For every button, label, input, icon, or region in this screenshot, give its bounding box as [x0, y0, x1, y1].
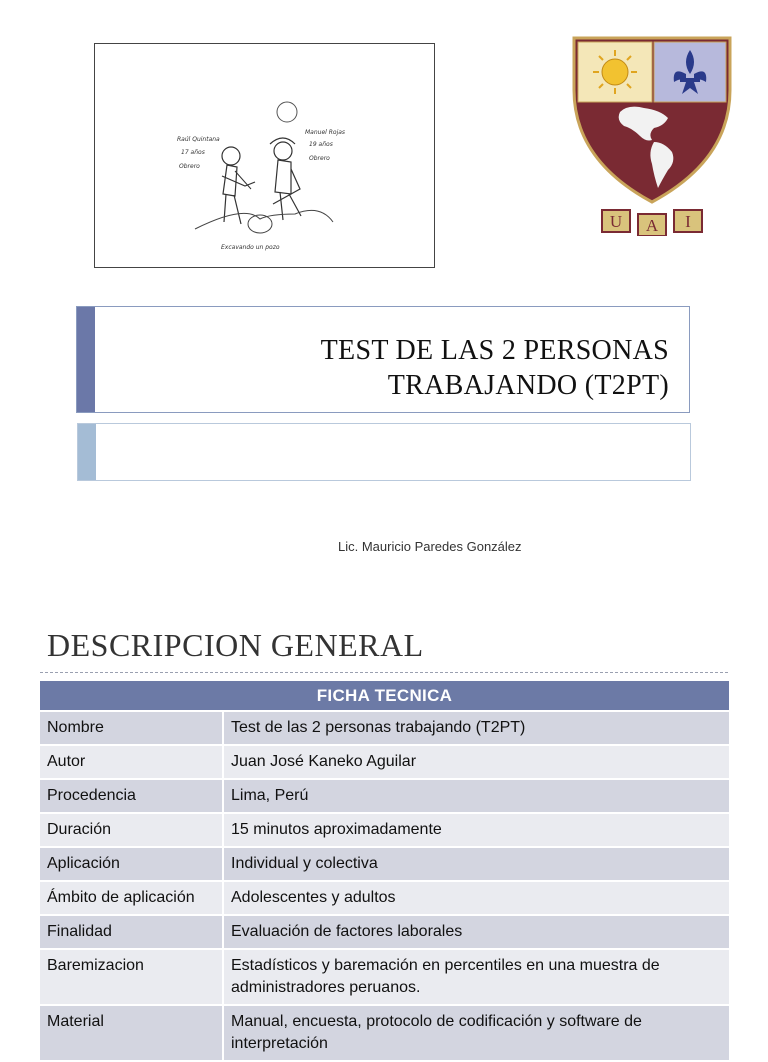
row-label: Aplicación: [40, 848, 224, 880]
title-line-2: TRABAJANDO (T2PT): [387, 370, 669, 401]
row-value: 15 minutos aproximadamente: [224, 814, 729, 846]
crest-letter-u: U: [609, 212, 623, 231]
table-row: [40, 916, 729, 948]
row-label: Autor: [40, 746, 224, 778]
left-caption-line2: 17 años: [181, 149, 205, 156]
row-label: Nombre: [40, 712, 224, 744]
crest-letter-a: A: [645, 216, 659, 235]
table-row: [40, 780, 729, 812]
row-label: Ámbito de aplicación: [40, 882, 224, 914]
title-line-1: TEST DE LAS 2 PERSONAS: [320, 335, 669, 366]
row-label: Baremizacion: [40, 950, 224, 1004]
table-row: [40, 814, 729, 846]
table-row: [40, 1006, 729, 1060]
right-caption-line2: 19 años: [309, 141, 333, 148]
title-accent-bar: [77, 307, 95, 412]
right-caption-line3: Obrero: [309, 155, 330, 162]
row-value: Evaluación de factores laborales: [224, 916, 729, 948]
subtitle-box: [77, 423, 691, 481]
row-value: Estadísticos y baremación en percentiles en una muestra de administradores peruanos.: [224, 950, 729, 1004]
row-label: Duración: [40, 814, 224, 846]
uai-banner: [602, 210, 702, 236]
description-slide: [0, 600, 768, 1052]
crest-letter-i: I: [685, 212, 691, 231]
section-heading: DESCRIPCION GENERAL: [47, 627, 424, 663]
table-row: [40, 882, 729, 914]
drawing-image: [94, 43, 435, 268]
table-row: [40, 950, 729, 1004]
row-value: Lima, Perú: [224, 780, 729, 812]
title-box: [76, 306, 690, 413]
right-caption-line1: Manuel Rojas: [305, 129, 346, 136]
table-row: [40, 746, 729, 778]
slide-title: [321, 333, 669, 403]
row-value: Test de las 2 personas trabajando (T2PT): [224, 712, 729, 744]
ficha-tecnica-table: [40, 679, 729, 1062]
two-workers-sketch: [95, 44, 434, 267]
left-caption-line1: Raúl Quintana: [177, 136, 220, 143]
author-name: Lic. Mauricio Paredes González: [338, 539, 522, 554]
subtitle-accent-bar: [78, 424, 96, 480]
table-header: FICHA TECNICA: [40, 681, 729, 710]
row-label: Procedencia: [40, 780, 224, 812]
table-row: [40, 848, 729, 880]
bottom-caption: Excavando un pozo: [221, 244, 280, 251]
left-caption-line3: Obrero: [179, 163, 200, 170]
uai-crest-logo: [568, 30, 736, 236]
row-label: Material: [40, 1006, 224, 1060]
row-label: Finalidad: [40, 916, 224, 948]
row-value: Individual y colectiva: [224, 848, 729, 880]
row-value: Juan José Kaneko Aguilar: [224, 746, 729, 778]
table-row: [40, 712, 729, 744]
row-value: Adolescentes y adultos: [224, 882, 729, 914]
heading-divider: [40, 672, 728, 673]
row-value: Manual, encuesta, protocolo de codificación y software de interpretación: [224, 1006, 729, 1060]
